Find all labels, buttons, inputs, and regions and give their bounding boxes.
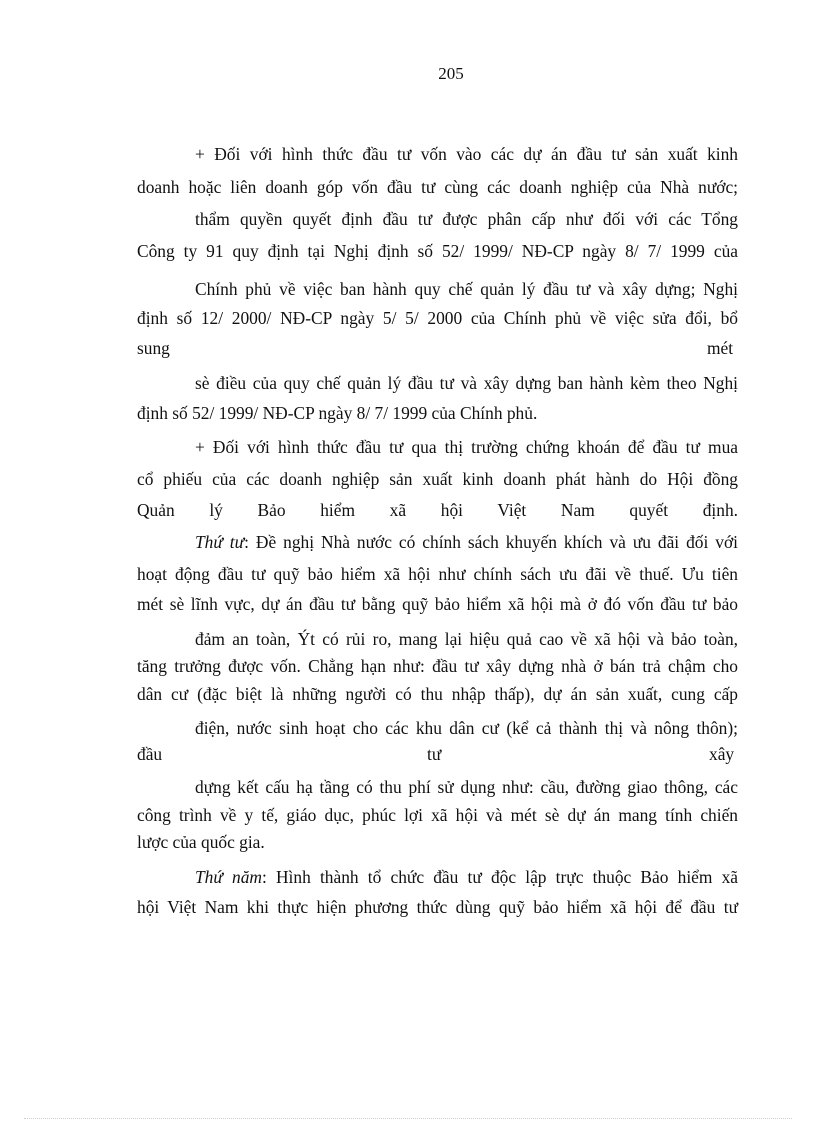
text-line: doanh hoặc liên doanh góp vốn đầu tư cùng các doanh nghiệp của Nhà nước; <box>137 177 738 197</box>
text-line <box>195 866 738 888</box>
text-line: dựng kết cấu hạ tầng có thu phí sử dụng như: cầu, đường giao thông, các <box>195 777 738 797</box>
text-line: đảm an toàn, Ýt có rủi ro, mang lại hiệu quả cao về xã hội và bảo toàn, <box>195 629 738 649</box>
text-line: lược của quốc gia. <box>137 832 265 852</box>
text-line: Chính phủ về việc ban hành quy chế quản lý đầu tư và xây dựng; Nghị <box>195 279 738 299</box>
text-line: thẩm quyền quyết định đầu tư được phân cấp như đối với các Tổng <box>195 209 738 229</box>
text-line: điện, nước sinh hoạt cho các khu dân cư (kể cả thành thị và nông thôn); <box>195 718 738 738</box>
section-lead-italic: Thứ tư <box>195 532 245 552</box>
text-line: mét <box>707 338 734 358</box>
text-line: sung <box>137 338 170 358</box>
text-span: : Đề nghị Nhà nước có chính sách khuyến khích và ưu đãi đối với <box>244 532 738 552</box>
text-line: Công ty 91 quy định tại Nghị định số 52/ 1999/ NĐ-CP ngày 8/ 7/ 1999 của <box>137 241 738 261</box>
text-line: mét sè lĩnh vực, dự án đầu tư bằng quỹ bảo hiểm xã hội mà ở đó vốn đầu tư bảo <box>137 594 738 614</box>
section-lead-italic: Thứ năm <box>195 867 262 887</box>
text-line: tư <box>427 744 442 764</box>
page-bottom-divider <box>24 1118 792 1119</box>
text-line: xây <box>709 744 735 764</box>
text-line: tăng trưởng được vốn. Chẳng hạn như: đầu tư xây dựng nhà ở bán trả chậm cho <box>137 656 738 676</box>
text-line: dân cư (đặc biệt là những người có thu nhập thấp), dự án sản xuất, cung cấp <box>137 684 738 704</box>
text-line: công trình về y tế, giáo dục, phúc lợi xã hội và mét sè dự án mang tính chiến <box>137 805 738 825</box>
page-number: 205 <box>438 64 464 83</box>
text-line: cổ phiếu của các doanh nghiệp sản xuất kinh doanh phát hành do Hội đồng <box>137 469 738 489</box>
text-span: : Hình thành tổ chức đầu tư độc lập trực thuộc Bảo hiểm xã <box>261 867 738 887</box>
text-line: hội Việt Nam khi thực hiện phương thức dùng quỹ bảo hiểm xã hội để đầu tư <box>137 897 738 917</box>
text-line: hoạt động đầu tư quỹ bảo hiểm xã hội như chính sách ưu đãi về thuế. Ưu tiên <box>137 564 738 584</box>
text-line: Quản lý Bảo hiểm xã hội Việt Nam quyết định. <box>137 500 738 520</box>
text-line: sè điều của quy chế quản lý đầu tư và xây dựng ban hành kèm theo Nghị <box>195 373 738 393</box>
text-line: + Đối với hình thức đầu tư qua thị trường chứng khoán để đầu tư mua <box>195 437 738 457</box>
text-line <box>195 531 738 553</box>
text-line: định số 12/ 2000/ NĐ-CP ngày 5/ 5/ 2000 của Chính phủ về việc sửa đổi, bổ <box>137 308 738 328</box>
text-line: đầu <box>137 744 163 764</box>
text-line: định số 52/ 1999/ NĐ-CP ngày 8/ 7/ 1999 của Chính phủ. <box>137 403 538 423</box>
text-line: + Đối với hình thức đầu tư vốn vào các dự án đầu tư sản xuất kinh <box>195 144 738 164</box>
